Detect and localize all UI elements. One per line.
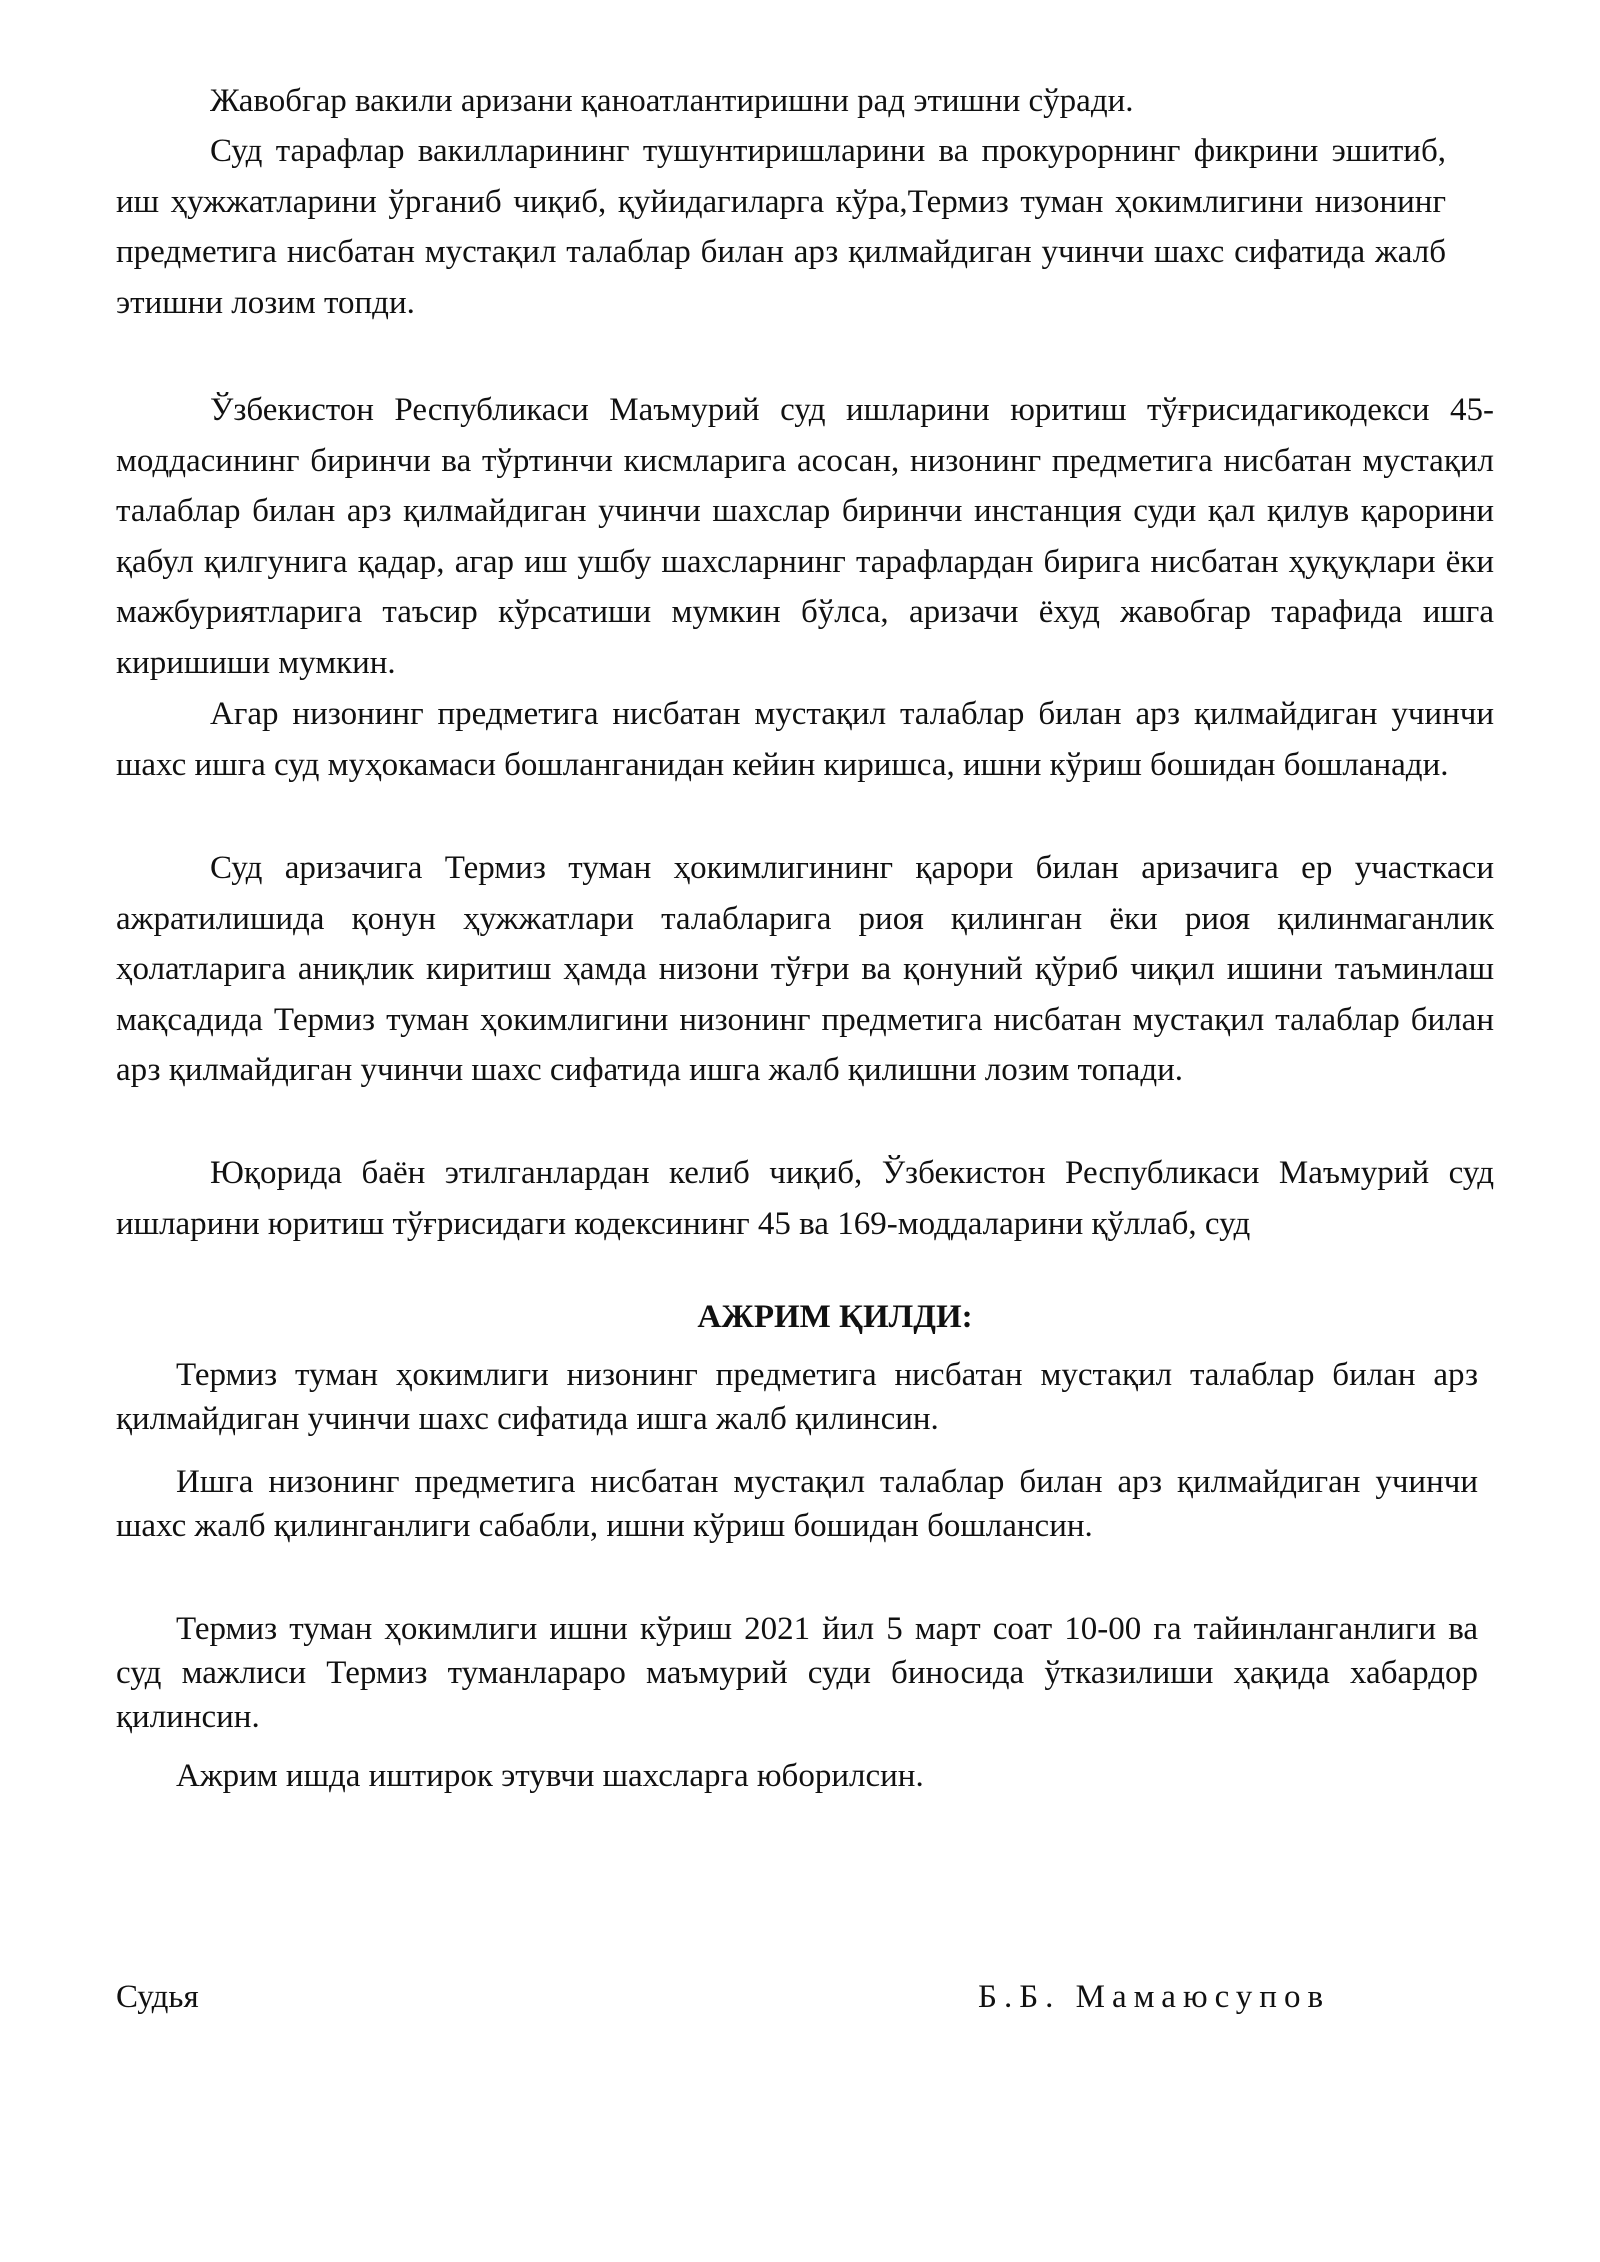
signature-name: Б.Б. Мамаюсупов	[978, 1979, 1331, 2015]
paragraph-code-article-45: Ўзбекистон Республикаси Маъмурий суд ишларини юритиш тўғрисидагикодекси 45-моддасининг биринчи ва тўртинчи кисмларига асосан, низонинг предметига нисбатан мустақил талаблар билан арз қилмайдиган учинчи шахслар биринчи инстанция суди қал қилув қарорини қабул қилгунига қадар, агар иш ушбу шахсларнинг тарафлардан бирига нисбатан ҳуқуқлари ёки мажбуриятларига таъсир кўрсатиши мумкин бўлса, аризачи ёхуд жавобгар тарафида ишга киришиши мумкин.	[116, 392, 1494, 681]
paragraph-court-finding: Суд тарафлар вакилларининг тушунтиришларини ва прокурорнинг фикрини эшитиб, иш ҳужжатларини ўрганиб чиқиб, қуйидагиларга кўра,Термиз туман ҳокимлигини низонинг предметига нисбатан мустақил талаблар билан арз қилмайдиган учинчи шахс сифатида жалб этишни лозим топди.	[116, 133, 1446, 321]
paragraph-legal-basis: Юқорида баён этилганлардан келиб чиқиб, Ўзбекистон Республикаси Маъмурий суд ишларини юритиш тўғрисидаги кодексининг 45 ва 169-моддаларини қўллаб, суд	[116, 1155, 1494, 1242]
resolution-item: Термиз туман ҳокимлиги низонинг предметига нисбатан мустақил талаблар билан арз қилмайдиган учинчи шахс сифатида ишга жалб қилинсин.	[116, 1357, 1478, 1437]
paragraph-court-reasoning: Суд аризачига Термиз туман ҳокимлигининг қарори билан аризачига ер участкаси ажратилишида қонун ҳужжатлари талабларига риоя қилинган ёки риоя қилинмаганлик ҳолатларига аниқлик киритиш ҳамда низони тўғри ва қонуний қўриб чиқил ишини таъминлаш мақсадида Термиз туман ҳокимлигини низонинг предметига нисбатан мустақил талаблар билан арз қилмайдиган учинчи шахс сифатида ишга жалб қилишни лозим топади.	[116, 850, 1494, 1088]
resolution-item: Термиз туман ҳокимлиги ишни кўриш 2021 йил 5 март соат 10-00 га тайинланганлиги ва суд мажлиси Термиз туманлараро маъмурий суди биносида ўтказилиши ҳақида хабардор қилинсин.	[116, 1611, 1478, 1735]
paragraph-defendant-request: Жавобгар вакили аризани қаноатлантиришни рад этишни сўради.	[210, 83, 1134, 119]
resolution-item: Ишга низонинг предметига нисбатан мустақил талаблар билан арз қилмайдиган учинчи шахс жалб қилинганлиги сабабли, ишни кўриш бошидан бошлансин.	[116, 1464, 1478, 1544]
resolution-item: Ажрим ишда иштирок этувчи шахсларга юборилсин.	[176, 1758, 924, 1794]
signature-role: Судья	[116, 1979, 199, 2015]
resolution-heading: АЖРИМ ҚИЛДИ:	[697, 1299, 973, 1335]
paragraph-restart-hearing: Агар низонинг предметига нисбатан мустақил талаблар билан арз қилмайдиган учинчи шахс ишга суд муҳокамаси бошланганидан кейин киришса, ишни кўриш бошидан бошланади.	[116, 696, 1494, 783]
